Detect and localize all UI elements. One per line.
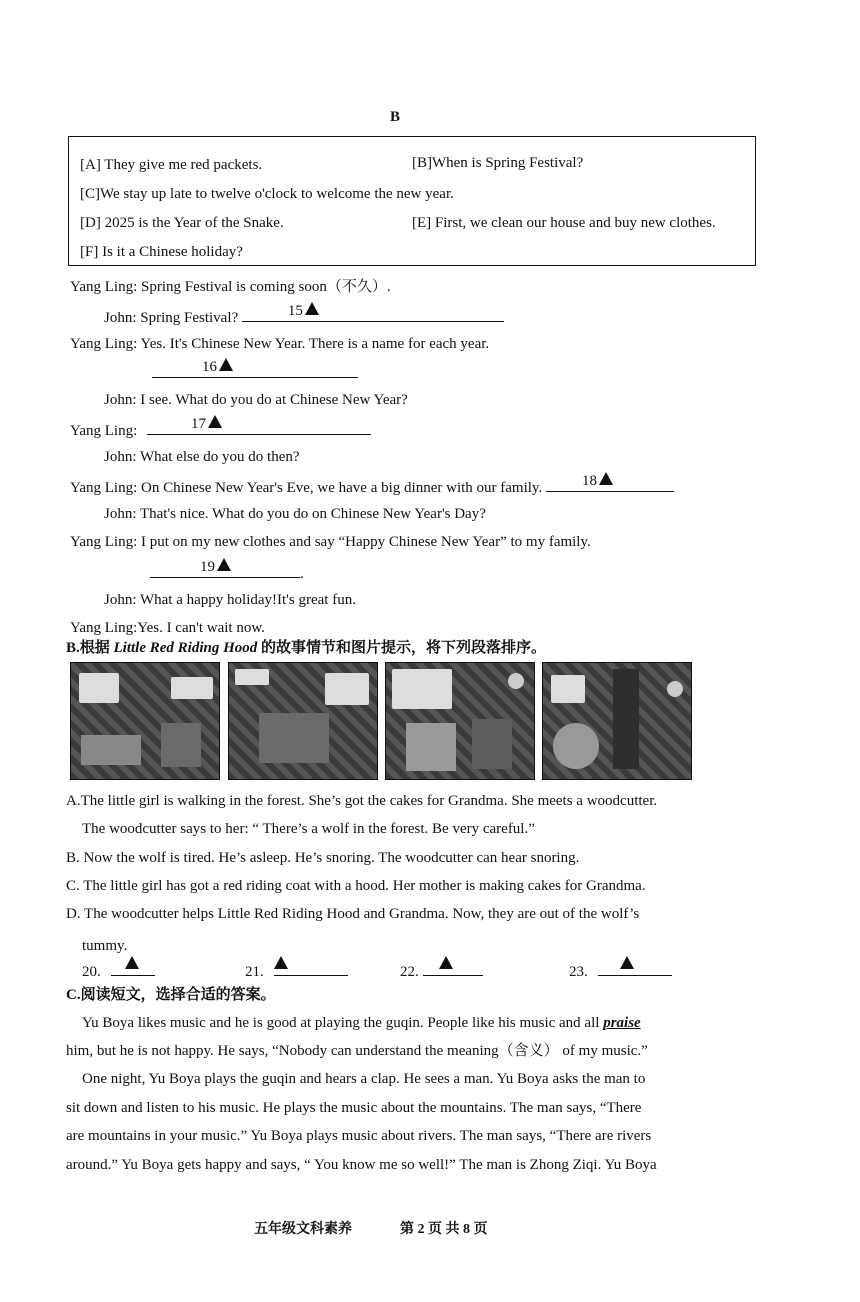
order-item-20 bbox=[82, 959, 155, 982]
dialogue-line: John: That's nice. What do you do on Chinese New Year's Day? bbox=[104, 506, 486, 522]
order-item-21 bbox=[245, 959, 348, 982]
paragraph-c: C. The little girl has got a red riding coat with a hood. Her mother is making cakes for Grandma. bbox=[66, 878, 646, 894]
answer-blank-16[interactable] bbox=[152, 361, 358, 378]
footer-subject: 五年级文科素养 bbox=[254, 1222, 352, 1237]
order-number: 20. bbox=[82, 964, 101, 980]
dialogue-line: John: What else do you do then? bbox=[104, 449, 300, 465]
order-blank-20[interactable] bbox=[111, 959, 155, 976]
answer-line-16 bbox=[152, 361, 358, 384]
option-c: [C]We stay up late to twelve o'clock to welcome the new year. bbox=[80, 186, 454, 202]
dialogue-line: John: What a happy holiday!It's great fun. bbox=[104, 592, 356, 608]
dialogue-text: Yang Ling: bbox=[70, 423, 138, 439]
answer-blank-15[interactable] bbox=[242, 305, 504, 322]
paragraph-b: B. Now the wolf is tired. He’s asleep. He’s snoring. The woodcutter can hear snoring. bbox=[66, 850, 580, 866]
dialogue-text: John: Spring Festival? bbox=[104, 310, 239, 326]
order-number: 22. bbox=[400, 964, 419, 980]
paragraph-d-line1: D. The woodcutter helps Little Red Riding Hood and Grandma. Now, they are out of the wolf’s bbox=[66, 906, 640, 922]
answer-blank-19[interactable] bbox=[150, 561, 300, 578]
passage-line: sit down and listen to his music. He plays the music about the mountains. The man says, “There bbox=[66, 1100, 642, 1116]
order-number: 23. bbox=[569, 964, 588, 980]
answer-line-19: 19 . bbox=[150, 561, 304, 584]
triangle-icon bbox=[219, 358, 233, 371]
dialogue-line: Yang Ling: Yes. It's Chinese New Year. There is a name for each year. bbox=[70, 336, 490, 352]
order-blank-21[interactable] bbox=[274, 959, 348, 976]
dialogue-line: Yang Ling: I put on my new clothes and say “Happy Chinese New Year” to my family. bbox=[70, 534, 591, 550]
order-blank-22[interactable] bbox=[423, 959, 483, 976]
paragraph-d-line2: tummy. bbox=[82, 938, 128, 954]
dialogue-text: Yang Ling: On Chinese New Year's Eve, we have a big dinner with our family. bbox=[70, 480, 543, 496]
story-picture-2 bbox=[228, 662, 378, 780]
answer-blank-18[interactable] bbox=[546, 475, 674, 492]
story-picture-3 bbox=[385, 662, 535, 780]
dialogue-line: John: I see. What do you do at Chinese New Year? bbox=[104, 392, 408, 408]
option-a: [A] They give me red packets. bbox=[80, 157, 263, 173]
blank-number: 19 bbox=[200, 559, 215, 575]
triangle-icon bbox=[217, 558, 231, 571]
order-item-23 bbox=[569, 959, 672, 982]
order-blank-23[interactable] bbox=[598, 959, 672, 976]
heading-text: B.根据 bbox=[66, 640, 114, 656]
triangle-icon bbox=[599, 472, 613, 485]
passage-text: Yu Boya likes music and he is good at playing the guqin. People like his music and all bbox=[82, 1015, 604, 1031]
blank-number: 17 bbox=[191, 416, 206, 432]
triangle-icon bbox=[439, 956, 453, 969]
option-b: [B]When is Spring Festival? bbox=[412, 155, 584, 171]
option-d: [D] 2025 is the Year of the Snake. bbox=[80, 215, 284, 231]
order-item-22 bbox=[400, 959, 483, 982]
story-title: Little Red Riding Hood bbox=[113, 640, 258, 656]
heading-text: 的故事情节和图片提示，将下列段落排序。 bbox=[257, 640, 547, 656]
paragraph-a-line1: A.The little girl is walking in the forest. She’s got the cakes for Grandma. She meets a woodcutter. bbox=[66, 793, 658, 809]
story-picture-1 bbox=[70, 662, 220, 780]
option-f: [F] Is it a Chinese holiday? bbox=[80, 244, 243, 260]
passage-line bbox=[82, 1013, 641, 1033]
blank-number: 16 bbox=[202, 359, 217, 375]
dialogue-line bbox=[70, 418, 371, 441]
passage-line: around.” Yu Boya gets happy and says, “ You know me so well!” The man is Zhong Ziqi. Yu Boya bbox=[66, 1157, 657, 1173]
dialogue-line: Yang Ling: Spring Festival is coming soon（不久）. bbox=[70, 279, 391, 295]
footer-page-number: 第 2 页 共 8 页 bbox=[400, 1222, 488, 1237]
dialogue-line bbox=[104, 305, 504, 328]
triangle-icon bbox=[305, 302, 319, 315]
passage-line: are mountains in your music.” Yu Boya plays music about rivers. The man says, “There are rivers bbox=[66, 1128, 652, 1144]
part-b-heading bbox=[66, 638, 546, 658]
dialogue-line bbox=[70, 475, 674, 498]
blank-number: 18 bbox=[581, 473, 597, 489]
triangle-icon bbox=[620, 956, 634, 969]
blank-number: 15 bbox=[287, 303, 303, 319]
paragraph-a-line2: The woodcutter says to her: “ There’s a wolf in the forest. Be very careful.” bbox=[82, 821, 535, 837]
triangle-icon bbox=[274, 956, 288, 969]
triangle-icon bbox=[125, 956, 139, 969]
key-word: praise bbox=[603, 1015, 641, 1031]
section-label: B bbox=[390, 109, 401, 125]
story-picture-4 bbox=[542, 662, 692, 780]
part-c-heading: C.阅读短文，选择合适的答案。 bbox=[66, 987, 276, 1003]
passage-line: him, but he is not happy. He says, “Nobody can understand the meaning（含义） of my music.” bbox=[66, 1043, 648, 1059]
order-number: 21. bbox=[245, 964, 264, 980]
dialogue-line: Yang Ling:Yes. I can't wait now. bbox=[70, 620, 265, 636]
answer-blank-17[interactable] bbox=[147, 418, 371, 435]
option-e: [E] First, we clean our house and buy new clothes. bbox=[412, 215, 716, 231]
triangle-icon bbox=[208, 415, 222, 428]
passage-line: One night, Yu Boya plays the guqin and hears a clap. He sees a man. Yu Boya asks the man to bbox=[82, 1071, 646, 1087]
